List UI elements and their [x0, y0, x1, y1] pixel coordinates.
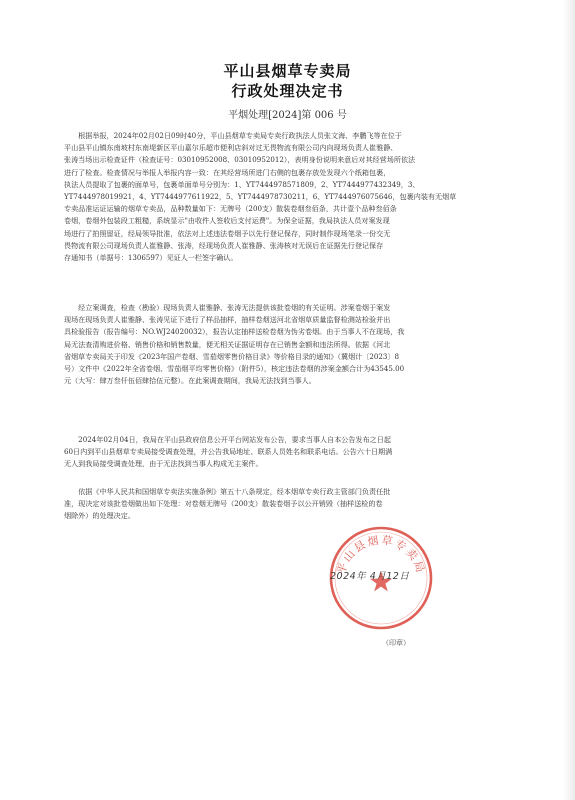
stamp-note: （印章）: [382, 639, 410, 647]
text-line: 烟除外）的处理决定。: [64, 511, 135, 521]
text-line: 平山县平山镇东南坡村东南堤新区平山嘉尔乐超市便利店斜对过无畏物流有限公司内向现场负责人崔雅静、: [64, 143, 398, 153]
paragraph-report-and-inspection: [64, 130, 496, 264]
text-line: 2024年02月04日，我局在平山县政府信息公开平台网站发布公告，要求当事人自本公告发布之日起: [64, 435, 391, 444]
signature-date: 2024年 4月12日: [330, 571, 410, 582]
document-number: 平烟处理[2024]第 006 号: [228, 110, 347, 121]
text-line: 经立案调查，检查（勘验）现场负责人崔雅静、张涛无法提供该批卷烟的有关证明。涉案卷烟于案发: [64, 303, 391, 312]
text-line: 准，现决定对该批卷烟做出如下处理：对卷烟无牌号（200支）散装卷烟予以公开销毁（抽样送检的卷: [64, 499, 383, 509]
text-line: 局无法查清购进价格、销售价格和销售数量，便无相关证据证明存在已销售金额和违法所得。依据《河北: [64, 339, 391, 349]
text-line: 专卖品准运证运输的烟草专卖品，品种数量如下：无牌号（200支）散装卷烟叁佰条，共计壹个品种叁佰条: [64, 204, 397, 214]
text-line: 根据举报，2024年02月02日09时40分，平山县烟草专卖局专卖行政执法人员张文海、李鹏飞等在位于: [64, 131, 402, 140]
document-title-issuer: 平山县烟草专卖局: [223, 62, 352, 80]
paragraph-public-notice: [64, 434, 496, 471]
text-line: 执法人员提取了包裹的面单号，包裹单面单号分别为：1、YT7444978571809，2、YT7444977432349，3、: [64, 179, 420, 189]
text-line: 60日内到平山县烟草专卖局接受调查处理，并公告我局地址、联系人员姓名和联系电话。公告六十日期满: [64, 447, 393, 457]
text-line: YT7444978019921，4、YT7444977611922，5、YT7444978730211，6、YT7444976075646，包裹内装有无烟草: [64, 192, 457, 202]
text-line: 进行了检查。检查情况与举报人举报内容一致：在其经营场所进门右侧的包裹存放处发现六个纸箱包裹，: [64, 167, 391, 177]
seal-text: 平山县烟草专卖局: [334, 533, 428, 576]
text-line: 元（大写：肆万叁仟伍佰肆拾伍元整）。在此案调查期间，我局无法找到当事人。: [64, 376, 316, 386]
document-title-type: 行政处理决定书: [231, 82, 344, 100]
text-line: 卷烟，卷烟外包装段工粗糙，系统显示"由收件人签收后支付运费"。为保全证据，我局执法人员对案发现: [64, 216, 390, 226]
text-line: 依据《中华人民共和国烟草专卖法实施条例》第五十八条规定，经本烟草专卖行政主管部门负责任批: [64, 487, 391, 496]
text-line: 现场在现场负责人崔雅静、张涛见证下进行了样品抽样，抽样卷烟送河北省烟草质量监督检测站检验并出: [64, 315, 391, 325]
text-line: 省烟草专卖局关于印发《2023年国产卷烟、雪茄烟零售价格目录》等价格目录的通知》（冀烟计〔2023〕8: [64, 351, 400, 361]
text-line: 无人到我局接受调查处理，由于无法找到当事人构成无主案件。: [64, 459, 263, 469]
text-line: 号）文件中《2022年全省卷烟、雪茄烟平均零售价格》（附件5），核定违法卷烟的涉案金额合计为43545.00: [64, 364, 405, 374]
text-line: 具检验报告（报告编号：NO.WJ24020032），报告认定抽样送检卷烟为伪劣卷烟。由于当事人不在现场，我: [64, 327, 405, 337]
text-line: 存通知书（单据号：1306597）见证人一栏签字确认。: [64, 253, 238, 263]
text-line: 畏物流有限公司现场负责人崔雅静、张涛，经现场负责人崔雅静、张涛核对无误后在证据先行登记保存: [64, 240, 384, 250]
text-line: 张涛当场出示检查证件（检查证号：03010952008、03010952012），表明身份说明来意后对其经营场所依法: [64, 155, 416, 165]
paragraph-decision: [64, 486, 496, 523]
paragraph-investigation: [64, 302, 496, 387]
text-line: 场进行了拍照留证，经局领导批准，依法对上述违法卷烟予以先行登记保存，同时制作现场笔录一份交无: [64, 228, 391, 238]
